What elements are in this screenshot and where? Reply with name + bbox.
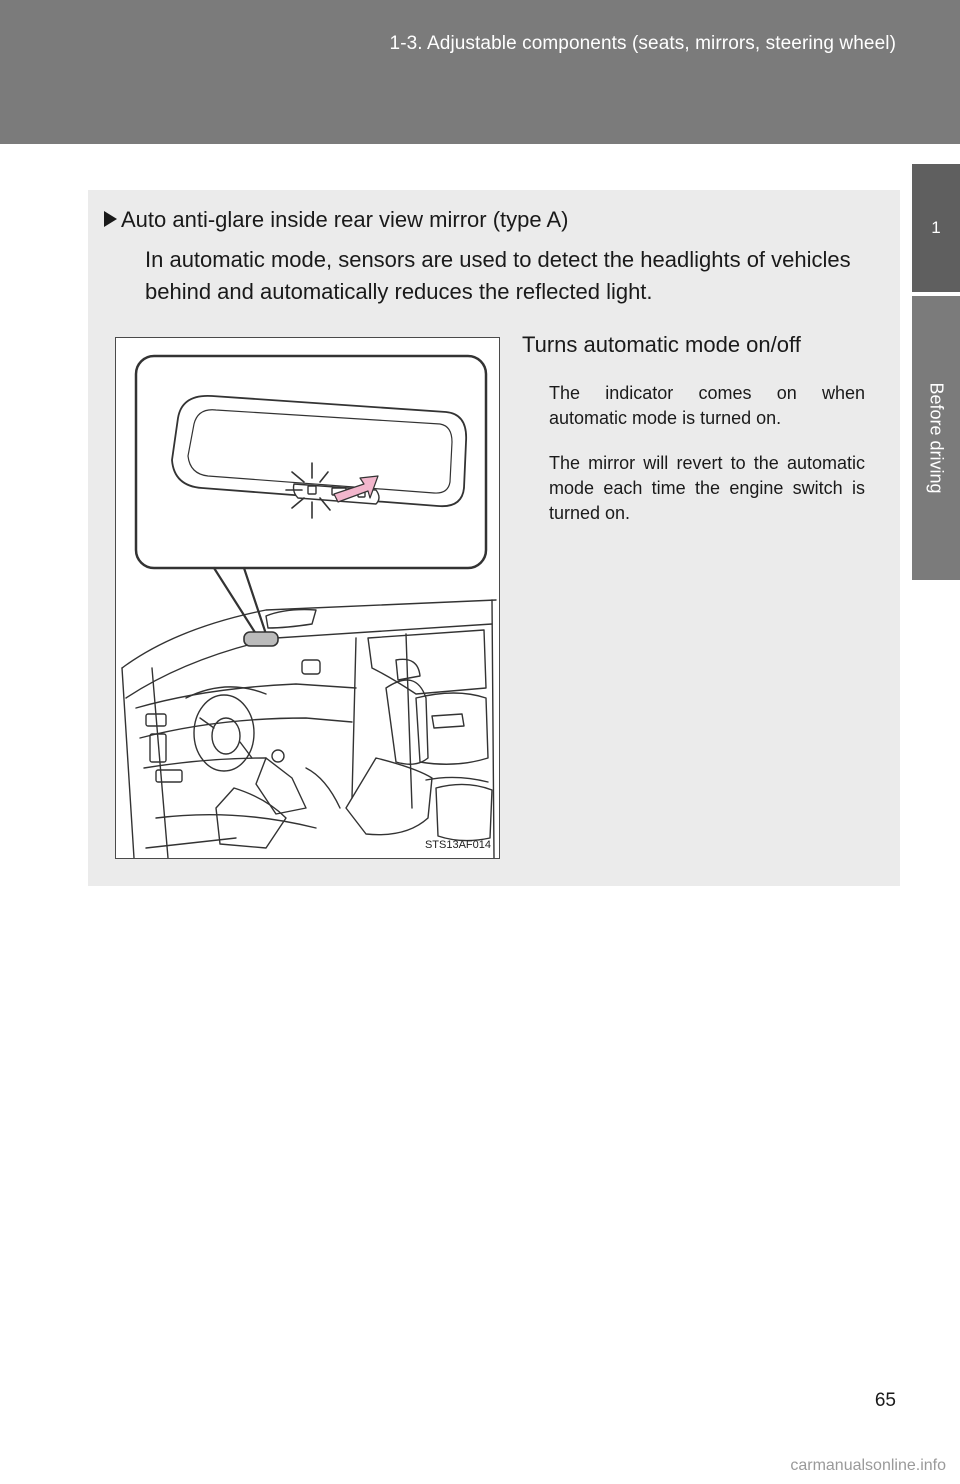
- chapter-number: 1: [931, 218, 941, 237]
- triangle-bullet-icon: [104, 211, 117, 227]
- section-heading: [104, 207, 569, 233]
- callout-label: Turns automatic mode on/off: [522, 332, 801, 357]
- note-indicator: The indicator comes on when automatic mode is turned on.: [549, 383, 865, 428]
- mirror-illustration: [115, 337, 500, 859]
- intro-paragraph: In automatic mode, sensors are used to detect the headlights of vehicles behind and automatically reduces the reflected light.: [145, 247, 851, 304]
- chapter-number-tab[interactable]: [912, 164, 960, 292]
- page-number: 65: [874, 1390, 896, 1411]
- page-header: [0, 0, 960, 144]
- note-revert: The mirror will revert to the automatic mode each time the engine switch is turned on.: [549, 453, 865, 523]
- chapter-label: Before driving: [926, 382, 947, 494]
- chapter-label-tab[interactable]: [912, 296, 960, 580]
- heading-text: Auto anti-glare inside rear view mirror (type A): [121, 207, 569, 232]
- watermark-text: carmanualsonline.info: [790, 1457, 946, 1474]
- car-interior-drawing: [116, 338, 499, 858]
- figure-code: STS13AF014: [424, 839, 491, 851]
- section-title: 1-3. Adjustable components (seats, mirrors, steering wheel): [389, 33, 896, 54]
